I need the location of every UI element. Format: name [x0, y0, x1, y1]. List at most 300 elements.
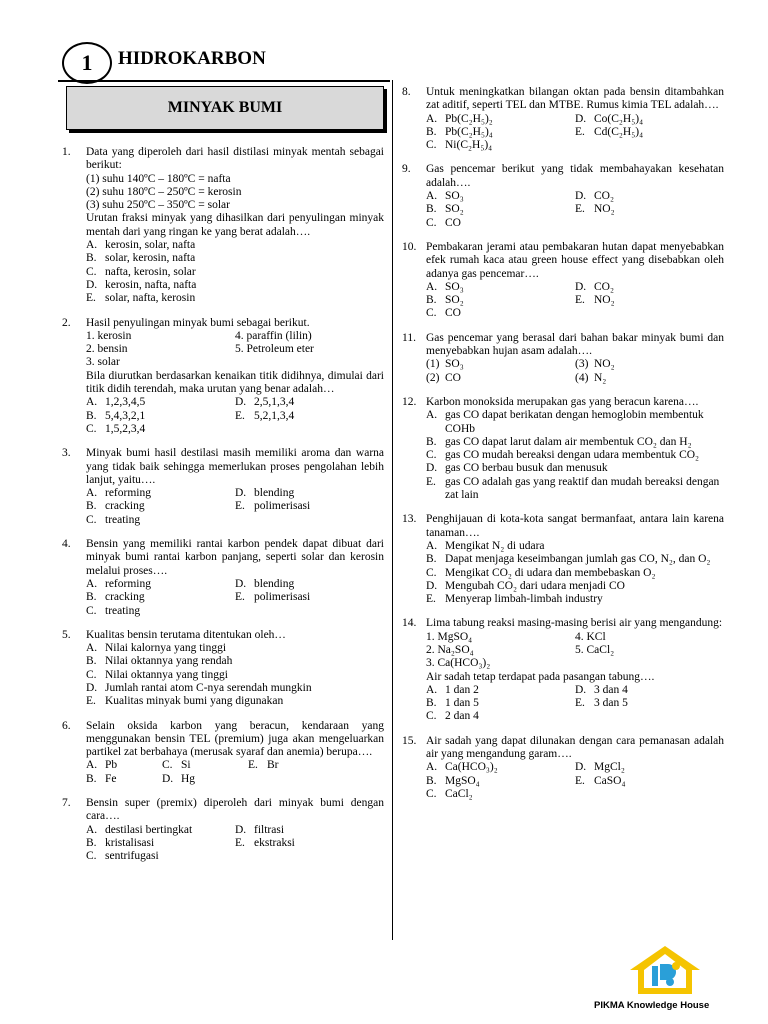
question-number: 2. [62, 316, 71, 329]
option-text: Si [181, 759, 191, 772]
question-head [62, 317, 384, 330]
option-text: SO₂ [445, 203, 464, 216]
option-label: D. [575, 683, 587, 696]
item-left: 1. kerosin [86, 329, 132, 342]
option-text: CaCl₂ [445, 787, 473, 800]
answer-option [426, 358, 575, 371]
option-label: A. [426, 190, 438, 203]
answer-option [575, 139, 724, 152]
option-text: NO₂ [594, 203, 615, 216]
answer-option [86, 837, 235, 850]
option-text: kerosin, nafta, nafta [105, 278, 197, 291]
chapter-number-badge: 1 [62, 42, 112, 84]
option-text: N₂ [594, 371, 607, 384]
data-list-item: (2) suhu 180ºC – 250ºC = kerosin [86, 185, 242, 198]
options-list [86, 396, 384, 436]
answer-option [86, 500, 235, 513]
option-text: Fe [105, 772, 117, 785]
option-text: Pb [105, 759, 118, 772]
question-body [62, 759, 384, 786]
option-label: A. [426, 683, 438, 696]
option-label: E. [248, 759, 258, 772]
option-label: C. [426, 139, 437, 152]
option-label: D. [575, 761, 587, 774]
question-text: Penghijauan di kota-kota sangat bermanfaat, antara lain karena tanaman…. [426, 513, 724, 539]
data-list-item: (3) suhu 250ºC – 350ºC = solar [86, 199, 230, 212]
question-head [402, 396, 724, 409]
option-label: B. [426, 203, 437, 216]
question-head [402, 617, 724, 630]
item-right: 5. Petroleum eter [235, 343, 314, 356]
answer-option [86, 655, 384, 668]
option-label: C. [162, 759, 173, 772]
option-text: Nilai oktannya yang rendah [105, 655, 233, 668]
option-label: A. [86, 396, 98, 409]
option-label: E. [575, 697, 585, 710]
option-label: B. [426, 774, 437, 787]
answer-option [162, 759, 248, 772]
question-number: 13. [402, 513, 417, 526]
option-label: C. [426, 710, 437, 723]
answer-option [575, 697, 724, 710]
option-text: NO₂ [594, 358, 615, 371]
answer-option [86, 239, 384, 252]
options-list [426, 113, 724, 153]
item-left: 1. MgSO₄ [426, 630, 473, 643]
option-text: Co(C₂H₅)₄ [594, 112, 644, 125]
option-text: Pb(C₂H₅)₂ [445, 112, 493, 125]
answer-option [426, 775, 575, 788]
answer-option [575, 281, 724, 294]
question-prompt: Air sadah tetap terdapat pada pasangan tabung…. [426, 670, 655, 683]
question-prompt: Bila diurutkan berdasarkan kenaikan titik didihnya, dimulai dari titik didih terendah, maka urutan yang benar adalah… [86, 369, 384, 396]
answer-option [426, 697, 575, 710]
question-body [62, 824, 384, 864]
question-9 [402, 163, 724, 229]
option-text: 5,2,1,3,4 [254, 409, 295, 422]
option-label: A. [86, 577, 98, 590]
option-label: A. [86, 239, 98, 252]
answer-option [426, 462, 724, 475]
answer-option [426, 540, 724, 553]
answer-option [86, 279, 384, 292]
option-label: B. [426, 435, 437, 448]
answer-option [248, 773, 384, 786]
option-text: cracking [105, 500, 145, 513]
answer-option [86, 252, 384, 265]
option-label: A. [86, 642, 98, 655]
answer-option [86, 759, 162, 772]
answer-option [235, 591, 384, 604]
option-text: 1 dan 5 [445, 697, 479, 710]
question-body [402, 631, 724, 724]
answer-option [86, 396, 235, 409]
answer-option [575, 710, 724, 723]
answer-option [86, 682, 384, 695]
item-list [426, 631, 724, 671]
option-text: kerosin, solar, nafta [105, 239, 196, 252]
question-head [62, 797, 384, 824]
question-text: Karbon monoksida merupakan gas yang beracun karena…. [426, 395, 699, 408]
question-body [402, 761, 724, 801]
option-label [235, 605, 254, 618]
option-label: E. [235, 591, 245, 604]
option-text: treating [105, 513, 141, 526]
option-text: gas CO berbau busuk dan menusuk [445, 462, 608, 475]
option-text: Jumlah rantai atom C-nya serendah mungkin [105, 681, 312, 694]
option-label [575, 217, 594, 230]
question-head [62, 720, 384, 760]
answer-option [426, 126, 575, 139]
question-number: 9. [402, 163, 411, 176]
question-number: 1. [62, 146, 71, 158]
answer-option [86, 850, 235, 863]
question-body [62, 578, 384, 618]
option-text: Ni(C₂H₅)₄ [445, 139, 493, 152]
question-1 [62, 146, 384, 306]
answer-option [575, 113, 724, 126]
item-right [575, 657, 724, 670]
option-text: 1 dan 2 [445, 683, 479, 696]
option-label [575, 307, 594, 320]
answer-option [86, 695, 384, 708]
question-text: Untuk meningkatkan bilangan oktan pada bensin ditambahkan zat aditif, seperti TEL dan MTBE. Rumus kimia TEL adalah…. [426, 86, 724, 112]
option-text: Mengikat N₂ di udara [445, 539, 545, 552]
item-right: 4. paraffin (lilin) [235, 329, 312, 342]
section-title: MINYAK BUMI [66, 86, 384, 130]
item-right: 5. CaCl₂ [575, 643, 615, 656]
option-text: Br [267, 759, 279, 772]
option-label: A. [426, 112, 438, 125]
option-text: Pb(C₂H₅)₄ [445, 125, 493, 138]
answer-option [426, 684, 575, 697]
question-4 [62, 538, 384, 618]
question-3 [62, 447, 384, 527]
answer-option [235, 578, 384, 591]
question-head [62, 447, 384, 487]
question-text: Hasil penyulingan minyak bumi sebagai berikut. [86, 316, 310, 329]
answer-option [248, 759, 384, 772]
column-divider [392, 80, 393, 940]
option-text: Hg [181, 772, 196, 785]
answer-option [575, 761, 724, 774]
option-label: B. [86, 500, 97, 513]
answer-option [575, 372, 724, 385]
footer-logo-text: PIKMA Knowledge House [594, 1000, 710, 1011]
option-label: E. [575, 294, 585, 307]
option-label: (1) [426, 358, 440, 371]
question-text: Data yang diperoleh dari hasil distilasi minyak mentah sebagai berikut: [86, 146, 384, 172]
option-text: SO₃ [445, 280, 464, 293]
options-list [86, 824, 384, 864]
option-label: E. [235, 500, 245, 513]
question-prompt: Urutan fraksi minyak yang dihasilkan dari penyulingan minyak mentah dari yang ringan ke yang berat adalah…. [86, 212, 384, 238]
answer-option [86, 423, 235, 436]
option-text: CO₂ [594, 190, 614, 203]
option-label: D. [426, 462, 438, 475]
question-head [62, 629, 384, 642]
options-list [86, 239, 384, 305]
option-text: CO [445, 216, 461, 229]
option-text: solar, kerosin, nafta [105, 252, 196, 265]
option-label: C. [86, 265, 97, 278]
option-label: D. [575, 280, 587, 293]
option-label: B. [426, 553, 437, 566]
option-label [235, 514, 254, 527]
option-text: reforming [105, 577, 151, 590]
option-label: C. [86, 668, 97, 681]
question-text: Lima tabung reaksi masing-masing berisi air yang mengandung: [426, 617, 723, 630]
option-label: B. [86, 655, 97, 668]
option-text: destilasi bertingkat [105, 823, 193, 836]
option-text: filtrasi [254, 823, 285, 836]
option-label: D. [86, 278, 98, 291]
option-text: Mengubah CO₂ dari udara menjadi CO [445, 579, 625, 592]
answer-option [426, 307, 575, 320]
question-body [402, 113, 724, 153]
option-label [575, 139, 594, 152]
answer-option [86, 642, 384, 655]
options-list [86, 759, 384, 786]
answer-option [235, 487, 384, 500]
option-label: B. [426, 697, 437, 710]
question-number: 10. [402, 240, 417, 253]
option-label: A. [426, 280, 438, 293]
question-body [402, 190, 724, 230]
answer-option [426, 294, 575, 307]
answer-option [86, 669, 384, 682]
option-label: D. [235, 487, 247, 500]
option-label: E. [235, 836, 245, 849]
right-column [402, 86, 724, 812]
item-right: 4. KCl [575, 630, 606, 643]
options-list [426, 281, 724, 321]
answer-option [426, 553, 724, 566]
option-label: A. [426, 761, 438, 774]
item-right [235, 356, 384, 369]
question-head [402, 163, 724, 190]
question-head [62, 538, 384, 578]
answer-option [575, 358, 724, 371]
question-number: 7. [62, 797, 71, 810]
option-label: D. [235, 396, 247, 409]
option-label: E. [426, 475, 436, 488]
question-head [402, 735, 724, 762]
option-text: blending [254, 487, 295, 500]
answer-option [426, 476, 724, 503]
question-13 [402, 513, 724, 606]
answer-option [235, 396, 384, 409]
option-label: C. [426, 449, 437, 462]
option-label: E. [86, 695, 96, 708]
question-body [402, 409, 724, 502]
option-text: sentrifugasi [105, 850, 159, 863]
chapter-title: HIDROKARBON [118, 48, 266, 69]
question-number: 5. [62, 628, 71, 641]
answer-option [235, 850, 384, 863]
question-number: 12. [402, 395, 417, 408]
option-label: (4) [575, 371, 589, 384]
question-head [402, 513, 724, 540]
option-text: SO₃ [445, 358, 464, 371]
answer-option [575, 126, 724, 139]
question-number: 11. [402, 331, 416, 344]
option-text: Kualitas minyak bumi yang digunakan [105, 695, 284, 708]
question-number: 8. [402, 86, 411, 98]
question-10 [402, 241, 724, 321]
option-label: C. [426, 216, 437, 229]
options-list [426, 684, 724, 724]
option-text: CO [445, 307, 461, 320]
item-left: 2. Na₂SO₄ [426, 643, 474, 656]
option-label [575, 710, 594, 723]
option-label: D. [162, 772, 174, 785]
question-2 [62, 317, 384, 437]
answer-option [235, 514, 384, 527]
answer-option [86, 824, 235, 837]
option-text: CaSO₄ [594, 774, 626, 787]
answer-option [575, 307, 724, 320]
option-label: B. [86, 836, 97, 849]
answer-option [235, 605, 384, 618]
option-label [575, 788, 594, 801]
question-text: Gas pencemar yang berasal dari bahan bakar minyak bumi dan menyebabkan hujan asam adalah…. [426, 331, 724, 358]
left-column [62, 146, 384, 875]
answer-option [575, 775, 724, 788]
answer-option [426, 139, 575, 152]
option-text: reforming [105, 487, 151, 500]
question-number: 15. [402, 734, 417, 747]
option-label: D. [575, 112, 587, 125]
answer-option [86, 591, 235, 604]
question-head [402, 332, 724, 359]
question-12 [402, 396, 724, 502]
option-text: MgCl₂ [594, 761, 625, 774]
options-list [86, 487, 384, 527]
option-text: Nilai kalornya yang tinggi [105, 642, 227, 655]
option-text: solar, nafta, kerosin [105, 292, 196, 305]
option-text: ekstraksi [254, 836, 295, 849]
option-text: kristalisasi [105, 836, 155, 849]
answer-option [575, 684, 724, 697]
question-body [402, 358, 724, 385]
option-text: 1,2,3,4,5 [105, 396, 146, 409]
question-body [62, 642, 384, 708]
option-label: (3) [575, 358, 589, 371]
option-label: E. [575, 203, 585, 216]
question-text: Air sadah yang dapat dilunakan dengan cara pemanasan adalah air yang mengandung garam…. [426, 734, 724, 761]
answer-option [575, 788, 724, 801]
question-body [402, 540, 724, 606]
option-text: Ca(HCO₃)₂ [445, 761, 498, 774]
option-label: C. [426, 307, 437, 320]
answer-option [426, 449, 724, 462]
question-body [62, 487, 384, 527]
question-number: 4. [62, 538, 71, 551]
option-text: blending [254, 577, 295, 590]
pikma-logo-icon [622, 944, 708, 996]
option-label: A. [86, 823, 98, 836]
answer-option [575, 203, 724, 216]
question-text: Selain oksida karbon yang beracun, kendaraan yang menggunakan bensin TEL (premium) juga akan mengeluarkan partikel zat berbahaya (merusak syaraf dan anemia) berupa…. [86, 719, 384, 759]
option-text: cracking [105, 591, 145, 604]
option-text: NO₂ [594, 294, 615, 307]
option-label: B. [86, 409, 97, 422]
option-text: Nilai oktannya yang tinggi [105, 668, 228, 681]
answer-option [426, 593, 724, 606]
option-label: C. [86, 604, 97, 617]
options-list [426, 409, 724, 502]
question-11 [402, 332, 724, 385]
option-text: SO₃ [445, 190, 464, 203]
option-label: E. [575, 774, 585, 787]
question-14 [402, 617, 724, 723]
answer-option [426, 113, 575, 126]
option-text: Menyerap limbah-limbah industry [445, 593, 603, 606]
question-text: Minyak bumi hasil destilasi masih memiliki aroma dan warna yang tidak baik sehingga memerlukan proses pengolahan lebih lanjut, yaitu…. [86, 447, 384, 486]
answer-option [86, 266, 384, 279]
option-label: A. [86, 487, 98, 500]
answer-option [575, 190, 724, 203]
option-text: 2 dan 4 [445, 710, 479, 723]
question-text: Kualitas bensin terutama ditentukan oleh… [86, 628, 286, 641]
option-text: gas CO adalah gas yang reaktif dan mudah bereaksi dengan zat lain [445, 475, 720, 502]
answer-option [86, 578, 235, 591]
option-label [248, 773, 267, 786]
option-label [235, 850, 254, 863]
answer-option [235, 410, 384, 423]
option-label: A. [426, 409, 438, 422]
question-text: Gas pencemar berikut yang tidak membahayakan kesehatan adalah…. [426, 163, 724, 189]
item-left: 3. solar [86, 356, 120, 369]
question-6 [62, 720, 384, 786]
question-text: Pembakaran jerami atau pembakaran hutan dapat menyebabkan efek rumah kaca atau green house effect yang disebabkan oleh adanya gas pencemar…. [426, 240, 724, 280]
options-list [426, 540, 724, 606]
option-text: 3 dan 5 [594, 697, 628, 710]
question-text: Bensin yang memiliki rantai karbon pendek dapat dibuat dari minyak bumi rantai karbon panjang, seperti solar dan kerosin melalui proses…. [86, 538, 384, 577]
options-list [86, 578, 384, 618]
option-label: E. [86, 292, 96, 305]
question-8 [402, 86, 724, 152]
option-label: A. [426, 539, 438, 552]
option-text: Cd(C₂H₅)₄ [594, 125, 644, 138]
option-text: 2,5,1,3,4 [254, 396, 295, 409]
option-text: gas CO mudah bereaksi dengan udara membentuk CO₂ [445, 449, 700, 462]
option-label: C. [86, 513, 97, 526]
option-label: B. [86, 591, 97, 604]
option-label: (2) [426, 371, 440, 384]
data-list-item: (1) suhu 140ºC – 180ºC = nafta [86, 172, 231, 185]
answer-option [86, 514, 235, 527]
option-label: D. [575, 190, 587, 203]
option-label: E. [235, 409, 245, 422]
options-list [426, 358, 724, 385]
answer-option [86, 605, 235, 618]
answer-option [426, 567, 724, 580]
answer-option [235, 423, 384, 436]
question-number: 14. [402, 617, 417, 630]
answer-option [575, 217, 724, 230]
option-text: MgSO₄ [445, 774, 480, 787]
answer-option [426, 217, 575, 230]
answer-option [86, 773, 162, 786]
answer-option [235, 500, 384, 513]
option-label: C. [86, 422, 97, 435]
answer-option [426, 203, 575, 216]
option-label: C. [426, 566, 437, 579]
option-text: Mengikat CO₂ di udara dan membebaskan O₂ [445, 566, 656, 579]
option-label: D. [426, 579, 438, 592]
